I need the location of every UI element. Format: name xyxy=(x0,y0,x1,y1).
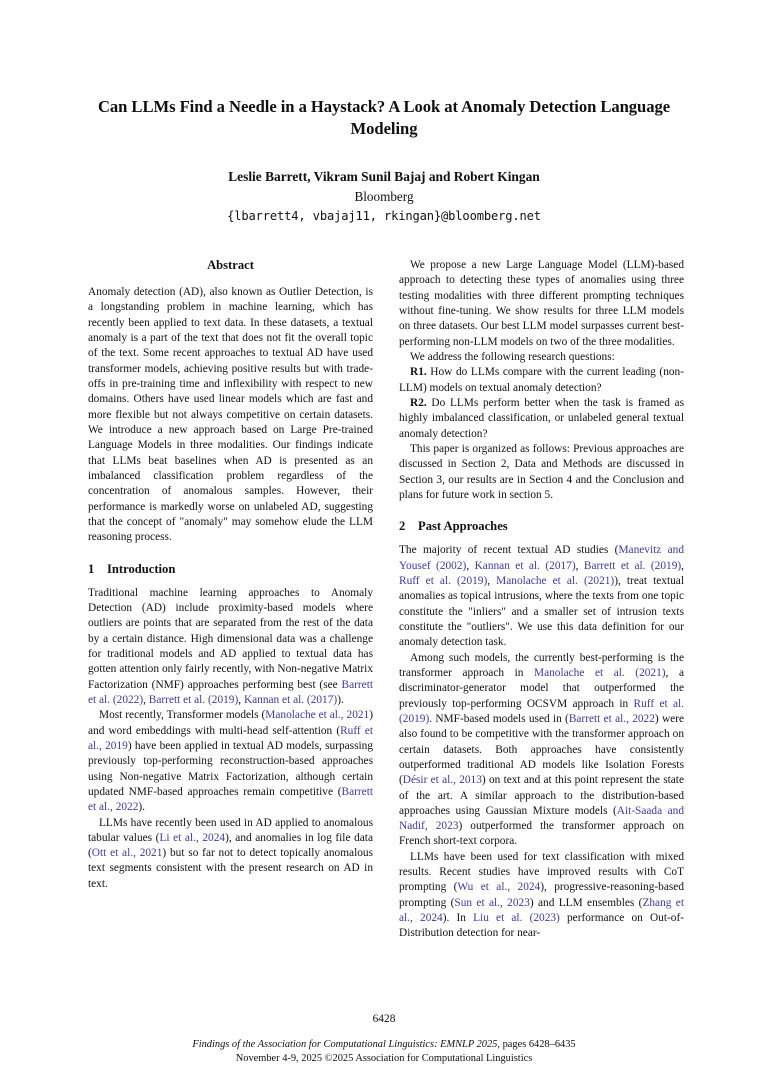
past-approaches-body xyxy=(399,543,684,942)
affiliation: Bloomberg xyxy=(354,189,414,205)
citation-link[interactable]: Wu et al., 2024 xyxy=(457,881,541,894)
citation-link[interactable]: Li et al., 2024 xyxy=(159,831,226,844)
paragraph: Among such models, the currently best-performing is the transformer approach in Manolache et al. (2021), a discriminator-generator model that outperformed the previously top-performing OCSVM approach in Ruff et al. (2019). NMF-based models used in (Barrett et al., 2022) were also found to be competitive with the transformer approach on certain datasets. Both approaches have consistently outperformed traditional AD models like Isolation Forests (Désir et al., 2013) on text and at this point represent the state of the art. A similar approach to the distribution-based approaches using Gaussian Mixture models (Ait-Saada and Nadif, 2023) outperformed the transformer approach on French short-text corpora. xyxy=(399,651,685,848)
venue-pages: , pages 6428–6435 xyxy=(497,1038,576,1050)
paragraph: We propose a new Large Language Model (LLM)-based approach to detecting these types of anomalies using three testing modalities with three different prompting techniques without fine-tuning. We show results for three LLM models on three datasets. Our best LLM model surpasses current best-performing non-LLM models on two of the three modalities. xyxy=(399,259,684,348)
citation-link[interactable]: Désir et al., 2013 xyxy=(402,774,482,787)
citation-link[interactable]: Manolache et al., 2021 xyxy=(265,709,370,722)
section-number: 2 xyxy=(399,519,406,534)
page-footer xyxy=(0,1013,768,1066)
paragraph: Traditional machine learning approaches to Anomaly Detection (AD) include proximity-based models where outliers are points that are separated from the rest of the data by a certain distance. High dimensional data was a challenge for traditional models and AD applied to textual data has gotten attention only fairly recently, with Non-negative Matrix Factorization (NMF) approaches performing best (see Barrett et al. (2022), Barrett et al. (2019), Kannan et al. (2017)). xyxy=(88,586,373,706)
abstract-text: Anomaly detection (AD), also known as Outlier Detection, is a longstanding problem in machine learning, which has recently been applied to text data. In these datasets, a textual anomaly is a part of the text that does not fit the overall topic of the text. Some recent approaches to textual AD have used transformer models, achieving positive results but with trade-offs in pre-training time and inflexibility with respect to new domains. Others have used linear models which are fast and more flexible but not always competitive on certain datasets. We introduce a new approach based on Large Pre-trained Language Models in three modalities. Our findings indicate that LLMs beat baselines when AD is presented as an imbalanced classification problem regardless of the concentration of anomalous samples. However, their performance is markedly worse on unlabeled AD, suggesting that the concept of "anomaly" may somehow elude the LLM reasoning process. xyxy=(88,286,373,544)
citation-link[interactable]: Liu et al. (2023) xyxy=(473,912,560,925)
citation-link[interactable]: Manevitz and Yousef (2002) xyxy=(399,544,684,572)
citation-link[interactable]: Ruff et al. (2019) xyxy=(399,574,488,587)
author-emails: {lbarrett4, vbajaj11, rkingan}@bloomberg.net xyxy=(227,209,541,224)
citation-link[interactable]: Ruff et al., 2019 xyxy=(88,724,373,752)
paragraph: LLMs have been used for text classification with mixed results. Recent studies have improved results with CoT prompting (Wu et al., 2024), progressive-reasoning-based prompting (Sun et al., 2023) and LLM ensembles (Zhang et al., 2024). In Liu et al. (2023) performance on Out-of-Distribution detection for near- xyxy=(399,850,684,940)
section-heading-past-approaches xyxy=(399,519,684,534)
paragraph: R2. Do LLMs perform better when the task is framed as highly imbalanced classification, or unlabeled general textual anomaly detection? xyxy=(399,396,684,440)
citation-link[interactable]: Manolache et al. (2021) xyxy=(534,666,666,679)
citation-link[interactable]: Zhang et al., 2024 xyxy=(399,896,684,925)
page-number: 6428 xyxy=(372,1013,396,1025)
title-block xyxy=(78,96,690,225)
introduction-body xyxy=(88,586,373,893)
research-question-label: R2. xyxy=(410,396,427,409)
citation-link[interactable]: Barrett et al., 2022 xyxy=(88,785,373,814)
section-number: 1 xyxy=(88,561,95,576)
section-heading-introduction xyxy=(88,562,373,577)
page-title: Can LLMs Find a Needle in a Haystack? A Look at Anomaly Detection Language Modeling xyxy=(97,97,671,138)
paragraph: We address the following research questions: xyxy=(410,350,615,363)
research-question-label: R1. xyxy=(410,366,427,379)
right-column xyxy=(399,258,684,1010)
citation-link[interactable]: Kannan et al. (2017) xyxy=(243,693,338,706)
citation-link[interactable]: Barrett et al. (2019) xyxy=(583,559,682,572)
paragraph: Most recently, Transformer models (Manolache et al., 2021) and word embeddings with multi-head self-attention (Ruff et al., 2019) have been applied in textual AD models, surpassing previously top-performing reconstruction-based approaches using Non-negative Matrix Factorization, although certain updated NMF-based approaches remain competitive (Barrett et al., 2022). xyxy=(88,709,373,814)
paragraph: The majority of recent textual AD studies (Manevitz and Yousef (2002), Kannan et al. (2017), Barrett et al. (2019), Ruff et al. (2019), Manolache et al. (2021)), treat textual anomalies as topical intrusions, where the texts from one topic constitute the "inliers" and a smaller set of intrusion texts constitute the "outliers". We use this data definition for our anomaly detection task. xyxy=(399,544,684,649)
citation-link[interactable]: Sun et al., 2023 xyxy=(454,896,530,909)
paragraph: LLMs have recently been used in AD applied to anomalous tabular values (Li et al., 2024), and anomalies in log file data (Ott et al., 2021) but so far not to detect topically anomalous text segments consistent with the present research on AD in text. xyxy=(88,816,373,890)
citation-link[interactable]: Kannan et al. (2017) xyxy=(474,559,576,572)
venue-line xyxy=(0,1038,768,1052)
paragraph: This paper is organized as follows: Previous approaches are discussed in Section 2, Data and Methods are discussed in Section 3, our results are in Section 4 and the Conclusion and plans for future work in section 5. xyxy=(399,442,684,501)
citation-link[interactable]: Barrett et al. (2022) xyxy=(88,678,373,706)
left-column xyxy=(88,258,373,1010)
citation-link[interactable]: Ott et al., 2021 xyxy=(91,847,163,860)
abstract-heading: Abstract xyxy=(207,258,254,272)
citation-link[interactable]: Manolache et al. (2021) xyxy=(496,574,615,587)
citation-link[interactable]: Barrett et al., 2022 xyxy=(568,712,655,725)
section-title: Past Approaches xyxy=(418,519,508,534)
section-title: Introduction xyxy=(107,561,176,576)
citation-link[interactable]: Barrett et al. (2019) xyxy=(148,693,239,706)
body-columns xyxy=(88,258,684,1010)
proposal-body xyxy=(399,258,684,503)
paragraph: R1. How do LLMs compare with the current leading (non-LLM) models on textual anomaly detection? xyxy=(399,366,684,394)
citation-link[interactable]: Ruff et al. (2019) xyxy=(399,697,684,725)
citation-link[interactable]: Ait-Saada and Nadif, 2023 xyxy=(399,804,684,833)
venue-name: Findings of the Association for Computational Linguistics: EMNLP 2025 xyxy=(192,1038,498,1050)
author-list: Leslie Barrett, Vikram Sunil Bajaj and Robert Kingan xyxy=(228,168,540,184)
copyright-line: November 4-9, 2025 ©2025 Association for Computational Linguistics xyxy=(235,1053,533,1065)
